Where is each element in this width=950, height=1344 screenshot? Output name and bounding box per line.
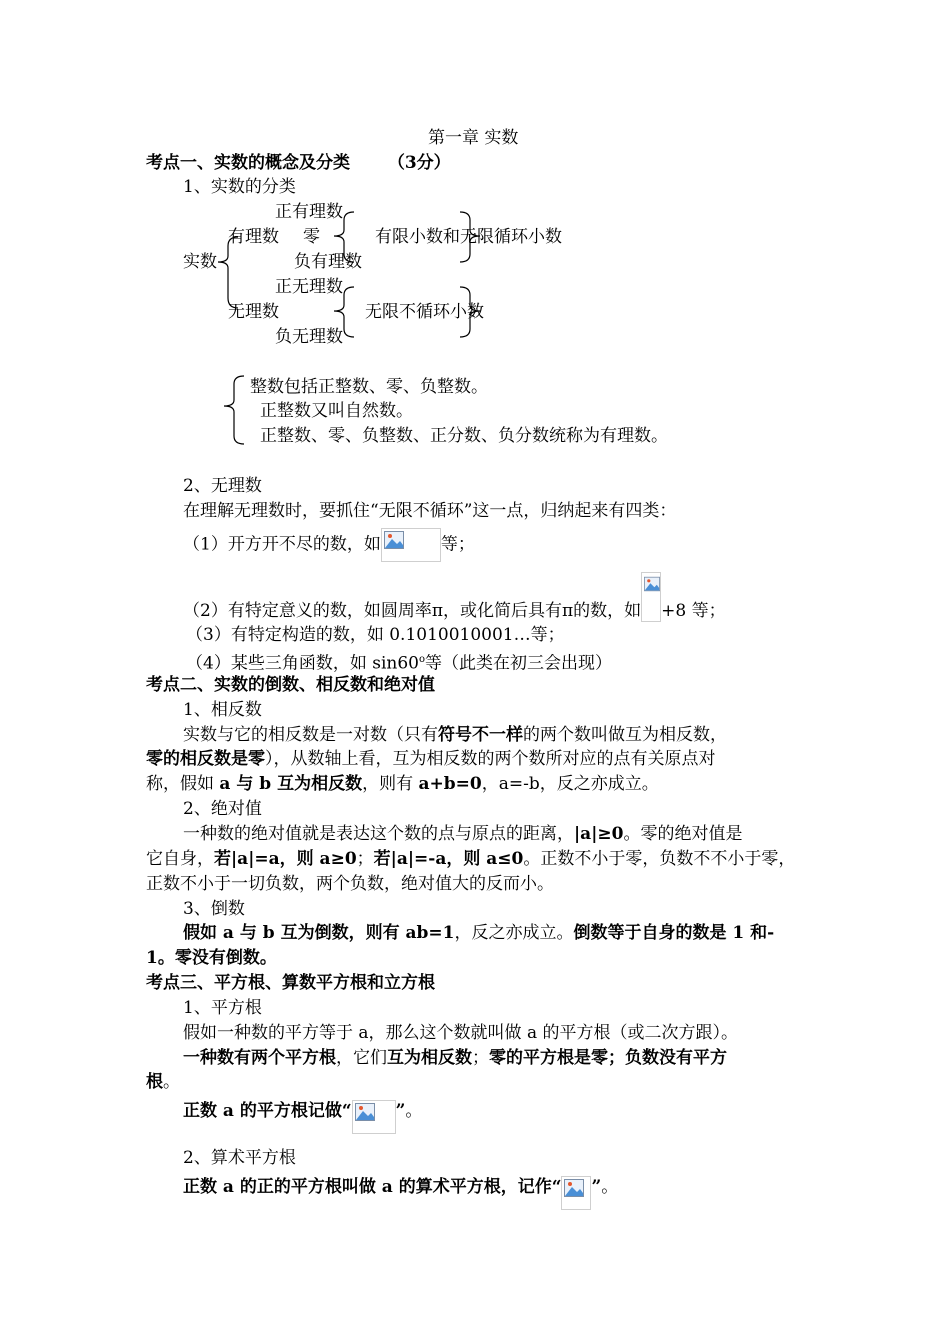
absolute-line-3: 正数不小于一切负数，两个负数，绝对值大的反而小。 (146, 874, 554, 894)
text: 实数与它的相反数是一对数（只有 (183, 725, 438, 745)
text: ，则有 (362, 774, 419, 794)
tree-zero: 零 (303, 227, 320, 247)
tree-infinite-decimals: 无限不循环小数 (365, 302, 484, 322)
formula-image-sqrt-a (561, 1176, 591, 1210)
chapter-title: 第一章 实数 (428, 128, 519, 148)
emphasis: a 与 b 互为相反数 (219, 774, 363, 794)
broken-image-icon (355, 1103, 375, 1121)
emphasis: 互为相反数 (387, 1048, 472, 1068)
text: 。 (163, 1072, 180, 1092)
tree-real-number: 实数 (183, 252, 217, 272)
emphasis: 根 (146, 1072, 163, 1092)
reciprocal-line-1 (183, 922, 774, 944)
emphasis: ” (395, 1100, 406, 1121)
subheading-square-root: 1、平方根 (183, 998, 262, 1018)
note-natural-numbers: 正整数又叫自然数。 (260, 401, 413, 421)
broken-image-icon (644, 575, 660, 593)
subheading-reciprocal: 3、倒数 (183, 899, 245, 919)
subheading-arithmetic-root: 2、算术平方根 (183, 1148, 296, 1168)
emphasis: 零的平方根是零；负数没有平方 (489, 1048, 727, 1068)
section-2-heading: 考点二、实数的倒数、相反数和绝对值 (146, 675, 435, 695)
text: 一种数的绝对值就是表达这个数的点与原点的距离， (183, 824, 574, 844)
square-root-property-line-2 (146, 1071, 180, 1093)
emphasis: 符号不一样 (438, 725, 523, 745)
square-root-property-line-1 (183, 1047, 727, 1069)
tree-irrational: 无理数 (228, 302, 279, 322)
text: 它自身， (146, 849, 214, 869)
emphasis: 正数 a 的正的平方根叫做 a 的算术平方根，记作“ (183, 1176, 562, 1197)
absolute-line-2 (146, 848, 795, 870)
text: ，反之亦成立。 (454, 923, 574, 943)
emphasis: ” (591, 1176, 602, 1197)
text: 。 (405, 1100, 423, 1121)
note-rational-definition: 正整数、零、负整数、正分数、负分数统称为有理数。 (260, 426, 668, 446)
tree-negative-rational: 负有理数 (294, 252, 362, 272)
note-integers: 整数包括正整数、零、负整数。 (250, 377, 488, 397)
text: 。零的绝对值是 (623, 824, 743, 844)
irrational-intro: 在理解无理数时，要抓住“无限不循环”这一点，归纳起来有四类： (183, 501, 677, 521)
item-1-text: （1）开方开不尽的数，如 (183, 534, 381, 555)
text: ； (472, 1048, 489, 1068)
item-2-text: （2）有特定意义的数，如圆周率π，或化简后具有π的数，如 (183, 600, 642, 621)
text: 称，假如 (146, 774, 220, 794)
emphasis: 若|a|=-a，则 a≤0 (373, 849, 524, 869)
brace-rational (334, 212, 354, 262)
section-3-heading: 考点三、平方根、算数平方根和立方根 (146, 973, 435, 993)
absolute-line-1 (183, 823, 742, 845)
formula-image-pi (641, 572, 661, 622)
emphasis: 若|a|=a，则 a≥0 (214, 849, 357, 869)
text: ），从数轴上看，互为相反数的两个数所对应的点有关原点对 (265, 749, 716, 769)
item-4-text: （4）某些三角函数，如 sin60 (186, 653, 419, 674)
brace-real (218, 237, 238, 308)
text: ； (356, 849, 374, 869)
tree-positive-rational: 正有理数 (275, 202, 343, 222)
irrational-item-3: （3）有特定构造的数，如 0.1010010001…等； (186, 625, 565, 645)
emphasis: 倒数等于自身的数是 1 和- (573, 923, 775, 943)
square-root-notation (183, 1100, 422, 1134)
irrational-item-4 (186, 649, 612, 675)
degree-sup: o (418, 654, 425, 665)
text: 的两个数叫做互为相反数， (523, 725, 727, 745)
irrational-item-1 (183, 528, 475, 562)
section-1-title: 考点一、实数的概念及分类 (146, 153, 350, 173)
tree-rational: 有理数 (228, 227, 279, 247)
square-root-definition: 假如一种数的平方等于 a，那么这个数就叫做 a 的平方根（或二次方跟）。 (183, 1023, 738, 1043)
tree-braces (0, 0, 950, 360)
item-2-suffix: +8 等； (661, 600, 726, 621)
brace-notes (224, 376, 244, 444)
broken-image-icon (384, 531, 404, 549)
emphasis: 正数 a 的平方根记做“ (183, 1100, 352, 1121)
opposite-line-3 (146, 773, 659, 795)
broken-image-icon (564, 1179, 584, 1197)
text: ，a=-b，反之亦成立。 (481, 774, 659, 794)
opposite-line-2 (146, 748, 716, 770)
tree-negative-irrational: 负无理数 (275, 327, 343, 347)
brace-finite (460, 212, 480, 262)
subheading-classification: 1、实数的分类 (183, 177, 296, 197)
formula-image-sqrt (381, 528, 441, 562)
text: ，它们 (336, 1048, 387, 1068)
item-4-suffix: 等（此类在初三会出现） (425, 653, 612, 674)
emphasis: a+b=0 (418, 774, 482, 794)
arithmetic-root-definition (183, 1176, 618, 1210)
text: 。正数不小于零，负数不不小于零， (523, 849, 796, 869)
formula-image-pm-sqrt-a (352, 1100, 396, 1134)
emphasis: 一种数有两个平方根 (183, 1048, 336, 1068)
emphasis: |a|≥0 (574, 824, 624, 844)
emphasis: 零的相反数是零 (146, 749, 265, 769)
text: 。 (601, 1176, 619, 1197)
subheading-irrational: 2、无理数 (183, 476, 262, 496)
subheading-opposite: 1、相反数 (183, 700, 262, 720)
reciprocal-line-2: 1。零没有倒数。 (146, 948, 277, 968)
subheading-absolute: 2、绝对值 (183, 799, 262, 819)
section-1-score: （3分） (387, 153, 451, 173)
item-1-suffix: 等； (440, 534, 475, 555)
emphasis: 假如 a 与 b 互为倒数，则有 ab=1 (183, 923, 455, 943)
opposite-line-1 (183, 724, 727, 746)
tree-positive-irrational: 正无理数 (275, 277, 343, 297)
brace-irrational (334, 287, 354, 337)
brace-infinite (460, 287, 480, 337)
irrational-item-2 (183, 572, 726, 622)
tree-finite-decimals: 有限小数和无限循环小数 (375, 227, 562, 247)
